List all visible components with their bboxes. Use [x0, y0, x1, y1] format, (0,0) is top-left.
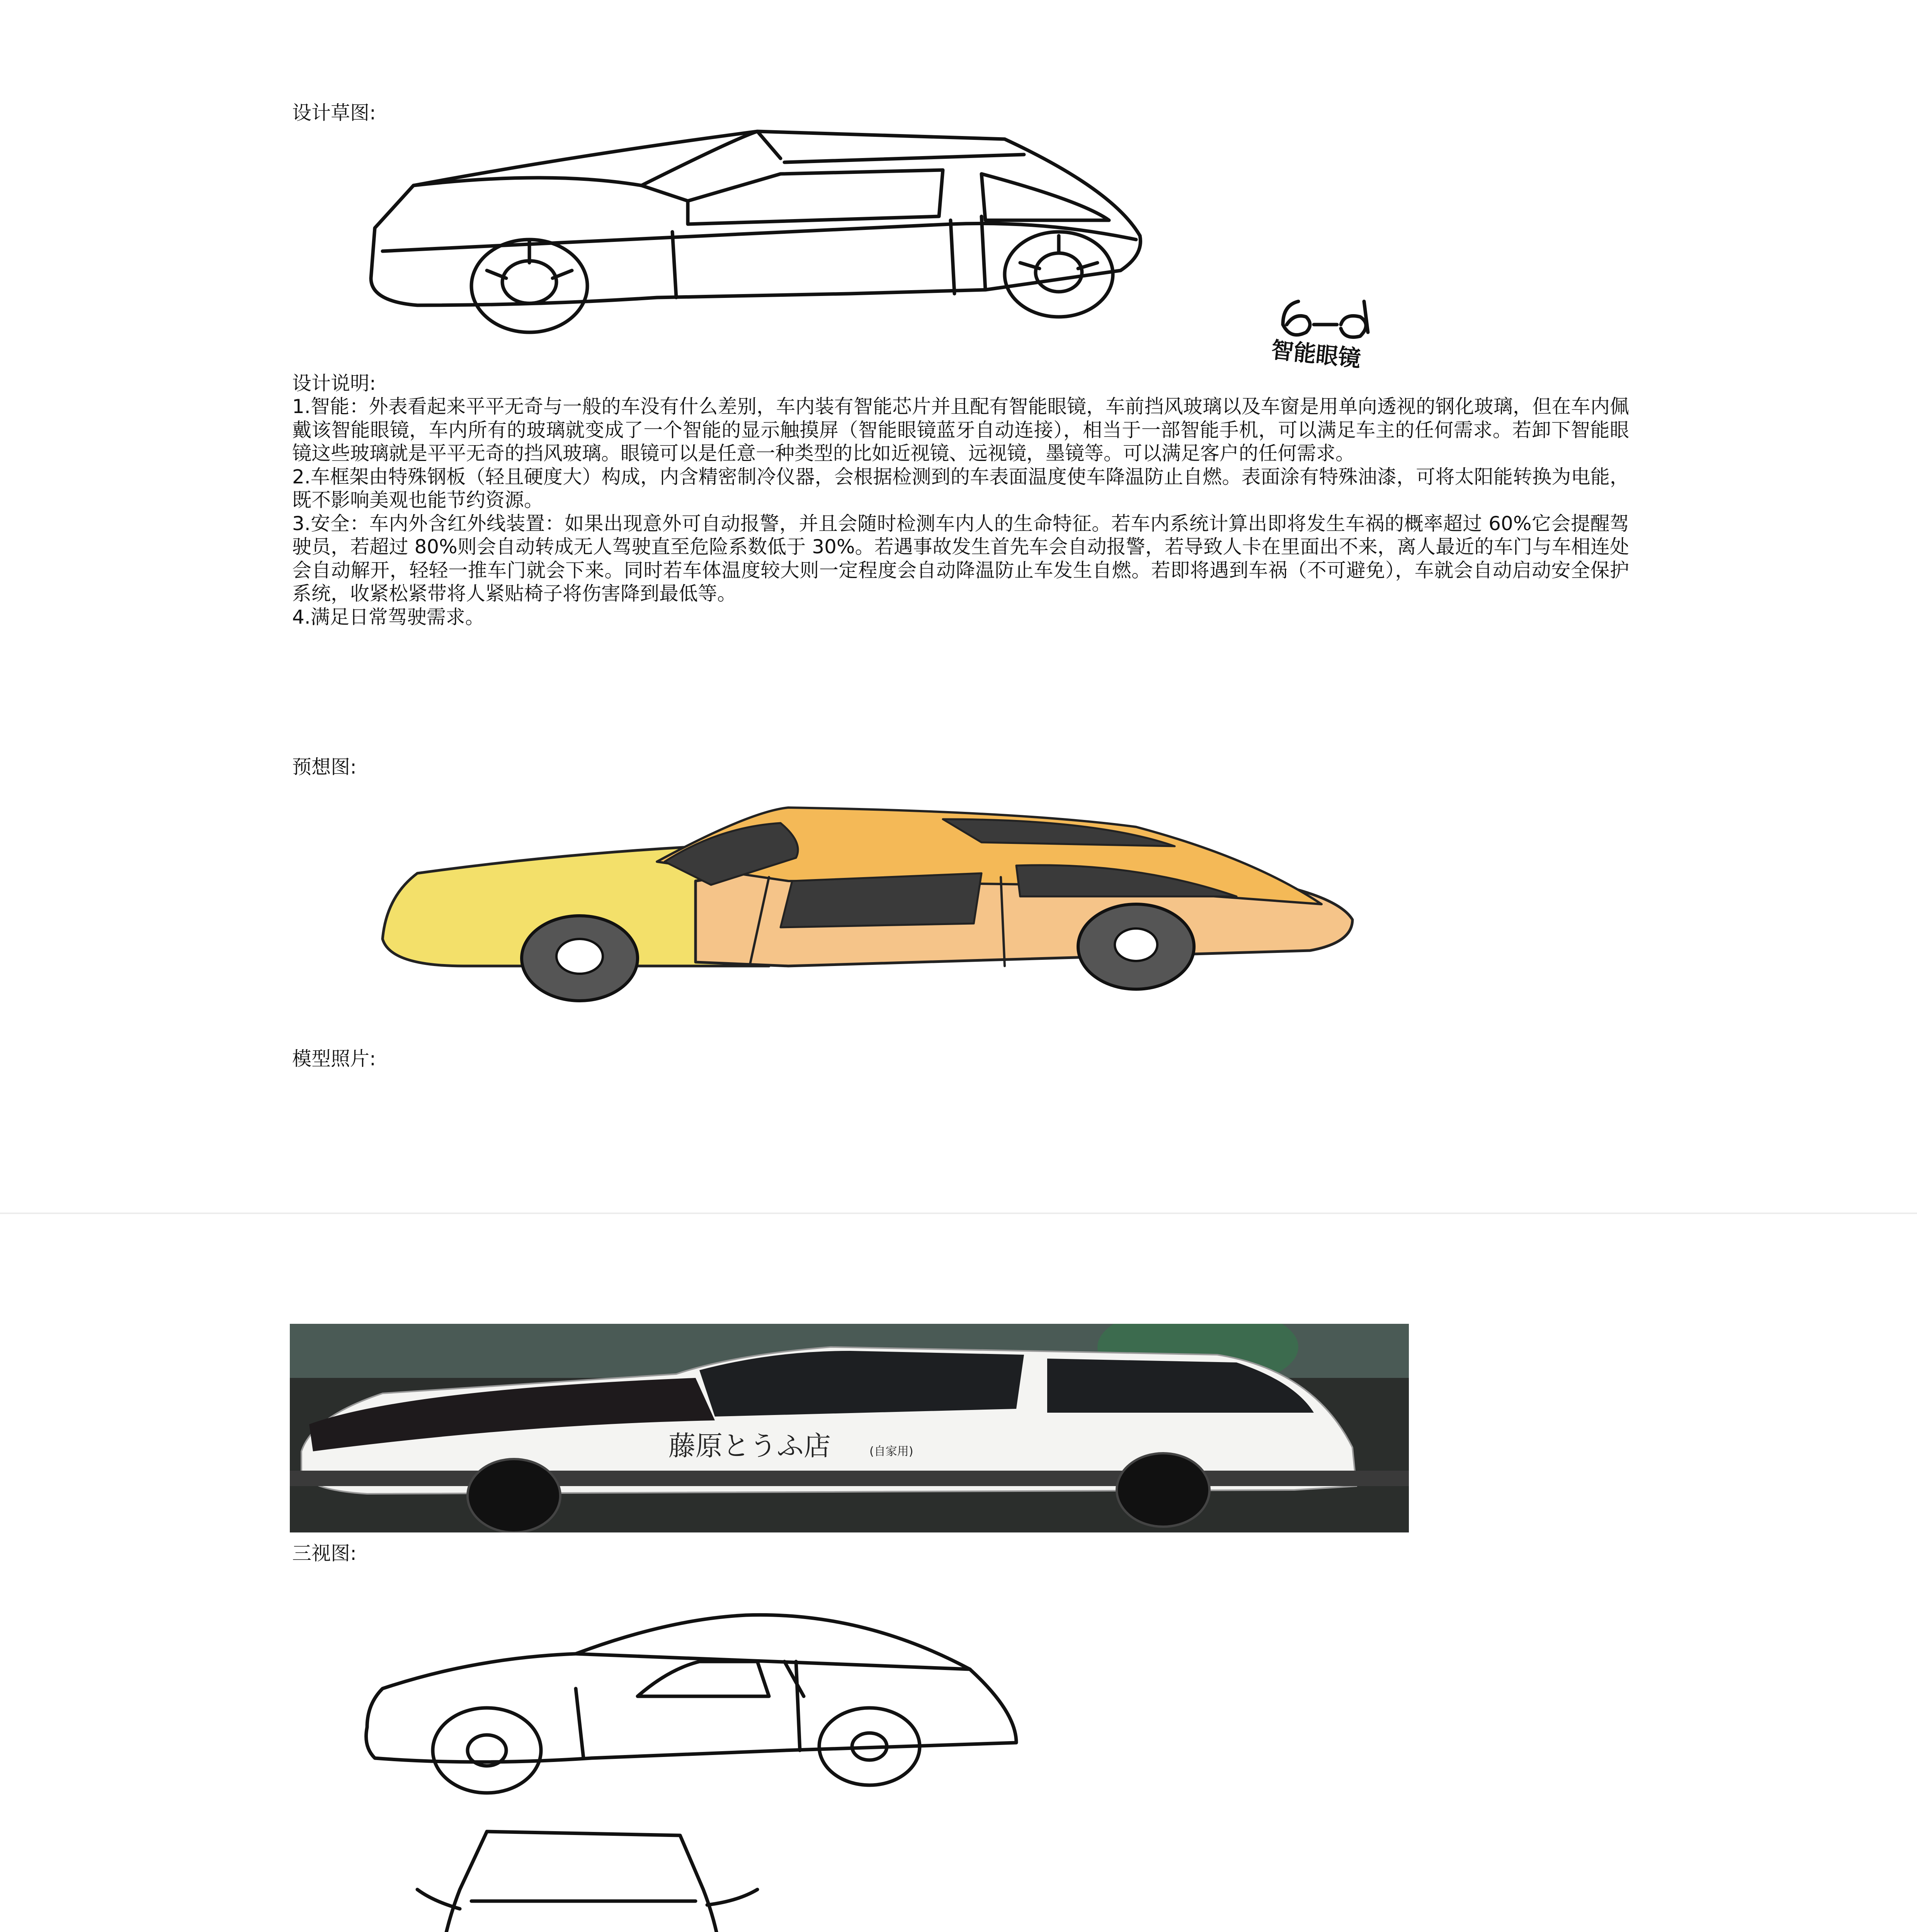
- glasses-caption: 智能眼镜: [1270, 337, 1362, 372]
- front-view-sketch: [410, 1824, 765, 1932]
- preview-side-window: [781, 873, 981, 927]
- model-car-photo: [290, 1324, 1409, 1532]
- sketch-car-front-hub: [502, 261, 556, 303]
- photo-car-subtext: (自家用): [869, 1445, 913, 1458]
- three-view-label: 三视图:: [292, 1542, 357, 1565]
- sketch-label: 设计草图:: [292, 102, 376, 124]
- design-description: [292, 395, 1629, 629]
- preview-car-illustration: [363, 804, 1368, 1005]
- description-paragraph-4: 4.满足日常驾驶需求。: [292, 605, 485, 628]
- page-divider: [0, 1213, 1917, 1214]
- sketch-car-body: [371, 131, 1140, 305]
- preview-label: 预想图:: [292, 756, 357, 778]
- photo-rear-wheel: [1117, 1453, 1209, 1527]
- photo-car-text: 藤原とうふ店: [668, 1430, 831, 1462]
- sketch-car-window-front: [688, 170, 943, 224]
- description-label: 设计说明:: [292, 372, 376, 395]
- description-paragraph-2: 2.车框架由特殊钢板（轻且硬度大）构成，内含精密制冷仪器，会根据检测到的车表面温度使车降温防止自燃。表面涂有特殊油漆，可将太阳能转换为电能，既不影响美观也能节约资源。: [292, 465, 1629, 511]
- description-paragraph-1: 1.智能：外表看起来平平无奇与一般的车没有什么差别，车内装有智能芯片并且配有智能眼镜，车前挡风玻璃以及车窗是用单向透视的钢化玻璃，但在车内佩戴该智能眼镜，车内所有的玻璃就变成了一个智能的显示触摸屏（智能眼镜蓝牙自动连接），相当于一部智能手机，可以满足车主的任何需求。若卸下智能眼镜这些玻璃就是平平无奇的挡风玻璃。眼镜可以是任意一种类型的比如近视镜、远视镜，墨镜等。可以满足客户的任何需求。: [292, 395, 1629, 464]
- photo-front-wheel: [468, 1459, 560, 1532]
- design-sketch-car: [348, 124, 1314, 375]
- sketch-car-window-rear: [981, 174, 1109, 220]
- model-photo-label: 模型照片:: [292, 1048, 376, 1070]
- description-paragraph-3: 3.安全：车内外含红外线装置：如果出现意外可自动报警，并且会随时检测车内人的生命特征。若车内系统计算出即将发生车祸的概率超过 60%它会提醒驾驶员，若超过 80%则会自动转成无人驾驶直至危险系数低于 30%。若遇事故发生首先车会自动报警，若导致人卡在里面出不来，离人最近的车门与车相连处会自动解开，轻轻一推车门就会下来。同时若车体温度较大则一定程度会自动降温防止车发生自燃。若即将遇到车祸（不可避免），车就会自动启动安全保护系统，收紧松紧带将人紧贴椅子将伤害降到最低等。: [292, 512, 1629, 605]
- sketch-car-rear-hub: [1036, 253, 1082, 292]
- side-view-sketch: [359, 1611, 1024, 1804]
